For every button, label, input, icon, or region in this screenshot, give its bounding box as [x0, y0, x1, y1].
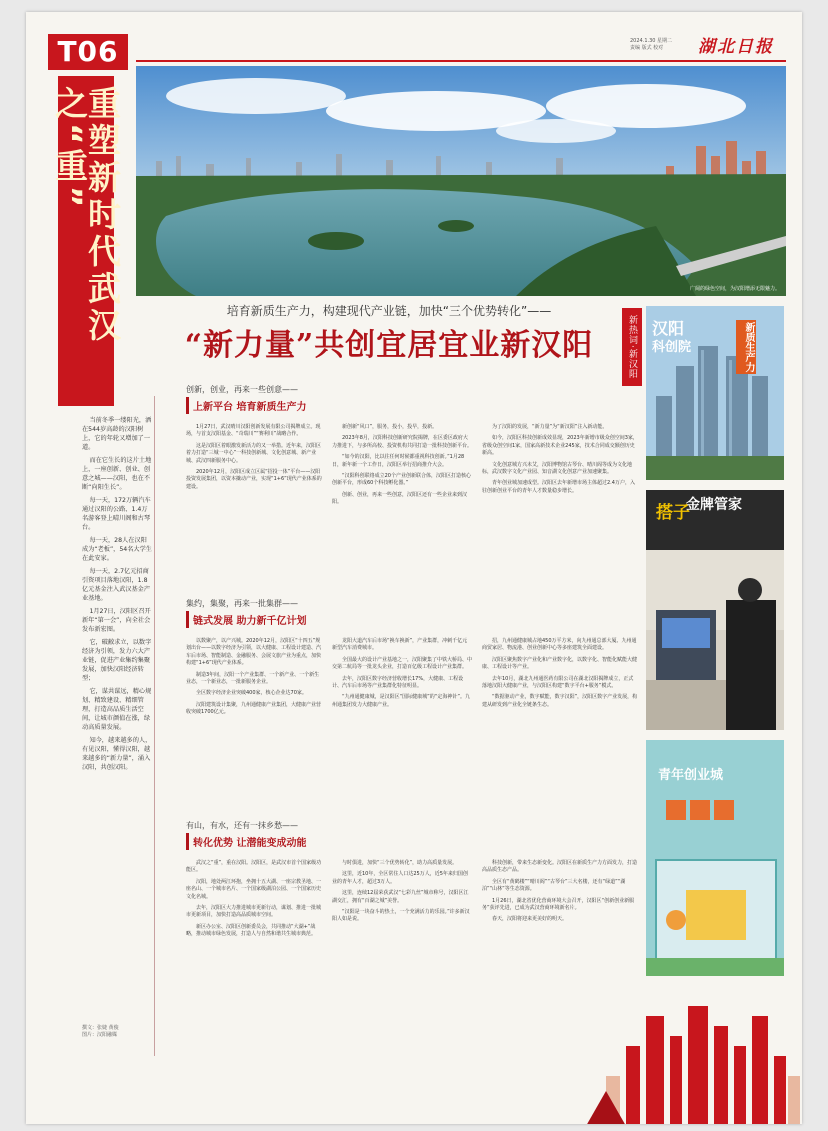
topic-tag: 新热词·新汉阳 [622, 308, 642, 386]
section-title: 链式发展 助力新千亿计划 [186, 611, 310, 628]
photo-service-hall [646, 490, 784, 730]
article-column [332, 424, 472, 511]
paragraph: 1月26日，湖北省优化营商环境大会召开，汉阳区“创新创业新服务”获评先进，已成为武汉营商环境新名片。 [482, 897, 635, 912]
paragraph: “数据驱动产业，数字赋能，数字汉阳”，汉阳区数字产业发展，构建从研发到产业化全链条生态。 [482, 694, 638, 708]
paragraph: 制造3年间，汉阳一个产业集群、一个新产业、一个新生业态，一个新业态，一批新服务企业。 [186, 671, 320, 686]
header-info [630, 38, 672, 52]
paragraph: 与时俱进，加快“三个优势转化”，助力高质量发展。 [342, 860, 458, 866]
page-number: T06 [48, 34, 128, 70]
article-column [482, 638, 638, 713]
section-title: 转化优势 让潜能变成动能 [186, 833, 310, 850]
paragraph: 每一天，28人在汉阳成为“老板”，54名大学生在此安家。 [82, 537, 152, 562]
column-divider [154, 396, 155, 1056]
paragraph: 知今，越来越多的人，有见汉阳，懂得汉阳，越来越多的“新力量”，涌入汉阳，共创汉阳。 [82, 737, 152, 771]
paragraph: 去年，汉阳区数字经济营收增长17%，大健康、工程设计、汽车后市场等产业集群化特征明显。 [332, 675, 464, 690]
office-photo [646, 490, 784, 730]
paragraph: 它，谋共谋远，精心规划、精致建设、精细管理，打造高品质生活空间，让城市颜值在涨，绿动高质量发展。 [82, 688, 152, 731]
paragraph: 新区办公室、汉阳区创新委员会，共同推动“大湖+”战略，推动城市绿色发展，打造人与自然和谐共生城市典范。 [186, 923, 317, 938]
column-title [50, 76, 122, 406]
red-skyline-icon [566, 976, 802, 1124]
article-column [482, 860, 638, 928]
paragraph: 这里，连续12届荣获武汉“七彩九丝”城市称号，汉阳区江湖交汇，拥有“百湖之城”美誉。 [332, 890, 469, 904]
paragraph: 科技创新，带来生态新变化。汉阳区在新质生产力方面发力，打造高品质生态产品。 [482, 860, 638, 874]
article-column [186, 860, 322, 943]
photo-label: 搭子 [656, 503, 690, 523]
skyline-illustration [566, 976, 802, 1124]
section-kicker: 集约，集聚，再来一批集群—— [186, 599, 298, 608]
byline [82, 1025, 119, 1039]
paragraph: 青年创业城加速成型。汉阳区去年新增市场主体超过2.4万户，入驻创新创业平台的青年人才数量稳步增长。 [482, 480, 635, 494]
paragraph: 2023年8月，汉阳科技创新研究院揭牌，在区委区政府大力推进下，与多所高校、投资机构共同打造一批科技创新平台。 [332, 435, 473, 449]
newspaper-page [26, 12, 802, 1124]
paragraph: 如今，汉阳区科技创新成效显现，2023年新增市级众创空间3家，省级众创空间1家，国家高新技术企业245家，技术合同成交额创历史新高。 [482, 435, 638, 457]
photo-label: 科创院 [652, 340, 692, 355]
paragraph: 而在它生长的这片土地上，一座创新、创业、创意之城——汉阳，也在不断“向阳生长”。 [82, 457, 152, 491]
masthead-rule [136, 60, 786, 62]
paragraph: “九州通健康城，是汉阳区“国际健康城”的“定海神针”。九州通集团发力大健康产业。 [332, 694, 470, 708]
issue-date: 2024.1.30 星期二 [630, 38, 673, 44]
article-column [482, 424, 638, 499]
paragraph: 它，破敝求立，以数字经济为引领，发力六大产业链，促进产业集约集聚发展，加快汉阳经济转型； [82, 639, 152, 682]
section-kicker: 创新，创业，再来一些创意—— [186, 385, 298, 394]
article-column [332, 860, 472, 928]
section-header-3 [186, 820, 310, 850]
photo-label: 金牌管家 [686, 497, 742, 513]
paragraph: 这里，近10年，全区常住人口达25万人，近5年来归国创业的青年人才，超过3万人。 [332, 871, 468, 885]
paragraph: 这是汉阳区着眼激发新活力的又一举措。近年来，汉阳区着力打造“三城一中心”一科技创新城、文化创意城、新产业城、武汉四新服务中心。 [186, 442, 322, 464]
paragraph: 武汉之“重”，重在汉阳。汉阳区，是武汉市首个国家级功能区。 [186, 860, 322, 874]
paragraph: 春天，汉阳将迎来更美好的明天。 [492, 916, 568, 923]
article-column [186, 424, 322, 495]
sub-headline: 培育新质生产力，构建现代产业链，加快“三个优势转化”—— [226, 304, 552, 318]
hero-photo [136, 66, 786, 296]
paragraph: 去年10月，湖北九州通医药有限公司在湖北汉阳揭牌成立，正式落地汉阳大健康产业，与汉阳区构建“数字平台+服务”模式。 [482, 675, 634, 690]
paragraph: 当前冬季一缕阳光，洒在544岁高龄的汉阳树上，它的年轮又增加了一道。 [82, 417, 152, 451]
photo-youth-startup [646, 740, 784, 976]
photo-science-park [646, 306, 784, 480]
main-headline: “新力量”共创宜居宜业新汉阳 [184, 328, 594, 363]
paragraph: 汉阳，地处两江环抱，坐拥十五大湖、一座宗教圣地、一座名山、一个城市名片、一个国家级湖泊公园、一个国家历史文化名城。 [186, 878, 322, 900]
column-title-text: 重塑新时代武汉之“重” [50, 86, 122, 345]
photo-label: 新质生产力 [736, 320, 756, 374]
section-header-1 [186, 384, 310, 414]
paragraph: 每一天，172万辆汽车通过汉阳的公路、1.4万名游客登上晴川阁和古琴台。 [82, 497, 151, 531]
paragraph: 2020年12月，汉阳区成立区属“招投一体”平台——汉阳投资发展集团，以资本撬动产业，实现“1+6”现代产业体系的建设。 [186, 469, 322, 490]
paragraph: 去年，汉阳区大力推进城市更新行动，谋划、推进一批城市更新项目，加快打造高品质城市空间。 [186, 905, 322, 919]
intro-column [82, 416, 152, 776]
byline-author: 撰文：张婕 黄俊 [82, 1025, 119, 1031]
section-title: 上新平台 培育新质生产力 [186, 397, 310, 414]
paragraph: 以数聚产，以产兴城。2020年12月，汉阳区“十四五”规划出台——以数字经济为引领，以大健康、工程设计建造、汽车后市场、智能制造、金融服务、会展文旅产业为重点，加快构建“1+6”现代产业体系。 [186, 638, 322, 667]
paragraph: 文化创意城方兴未艾，汉阳博物馆古琴台、晴川阁等成为文化地标，武汉数字文化产业园、知音湖文化创意产业加速聚集。 [482, 461, 633, 476]
paragraph: 招，九州通健康城占地450万平方米，向九州通总部大厦、九州通商贸家居、物流港、创业创新中心等多座建筑全面建设。 [482, 638, 637, 652]
paragraph: 汉阳区聚焦数字产业化和产业数字化，以数字化、智能化赋能大健康、工程设计等产业。 [482, 656, 638, 671]
article-column [332, 638, 472, 713]
city-lake-panorama [136, 66, 786, 296]
paragraph: 全区有“黄鹤楼”“晴川阁”“古琴台”三大名楼，还有“绿道”“湖泊”“山林”等生态资源。 [482, 878, 626, 893]
section-kicker: 有山，有水，还有一抹乡愁—— [186, 821, 298, 830]
byline-photo: 图片：汉阳融媒 [82, 1032, 118, 1038]
paragraph: 全区数字经济企业突破400家，核心企业达70家。 [196, 690, 307, 697]
article-column [186, 638, 322, 721]
paragraph: “汉阳是一块奋斗的热土，一个充满活力的乐园。”许多新汉阳人如是说。 [332, 909, 470, 923]
paragraph: 每一天，2.7亿元招商引资项目落地汉阳，1.8亿元基金注入武汉基金产业基地。 [82, 568, 151, 602]
paragraph: 龙阳大道汽车后市场“换车换新”，产业集群，冲刺千亿元新型汽车消费城市。 [332, 638, 468, 652]
hero-caption: 广阔的绿色空间，为汉阳增添无限魅力。 [689, 286, 780, 292]
paragraph: “如今的汉阳，比以往任何时候都重视科技创新。”1月28日，新年新一个工作日，汉阳区举行招商推介大会。 [332, 454, 465, 468]
paragraph: 创新、创业，再来一些创意，汉阳区还有一些企业来到汉阳。 [332, 491, 468, 506]
photo-label: 汉阳 [652, 319, 685, 338]
paragraph: 汉阳建筑设计集聚，九州通健康产业集团，大健康产业营收突破1700亿元。 [186, 701, 322, 716]
paragraph: 1月27日，汉阳区召开新年“第一会”，向全社会发布新宏图。 [82, 608, 151, 633]
paragraph: 为了汉阳的发展，“新力量”为“新汉阳”注入新动能。 [492, 424, 608, 430]
paragraph: 新创新“风口”，服务，投小，投早，投新。 [342, 424, 438, 430]
paragraph: 1月27日，武汉晴川汉阳创新发展有限公司揭牌成立。现场，与首支汉阳基金、“奇瑞川”“赛利川”战略合作。 [186, 424, 321, 438]
masthead: 湖北日报 [698, 37, 774, 57]
editors-line: 责编 版式 校对 [630, 45, 664, 51]
paragraph: 全国最大的设计产业基地之一，汉阳聚集了中铁大桥局、中交第二航局等一批龙头企业，打造百亿级工程设计产业集群。 [332, 656, 473, 671]
section-header-2 [186, 598, 310, 628]
paragraph: “汉阳科创联络成立20个产业创新联合体，汉阳区打造核心创新平台，形成60个科技孵化器。” [332, 473, 471, 487]
photo-label: 青年创业城 [658, 768, 724, 783]
